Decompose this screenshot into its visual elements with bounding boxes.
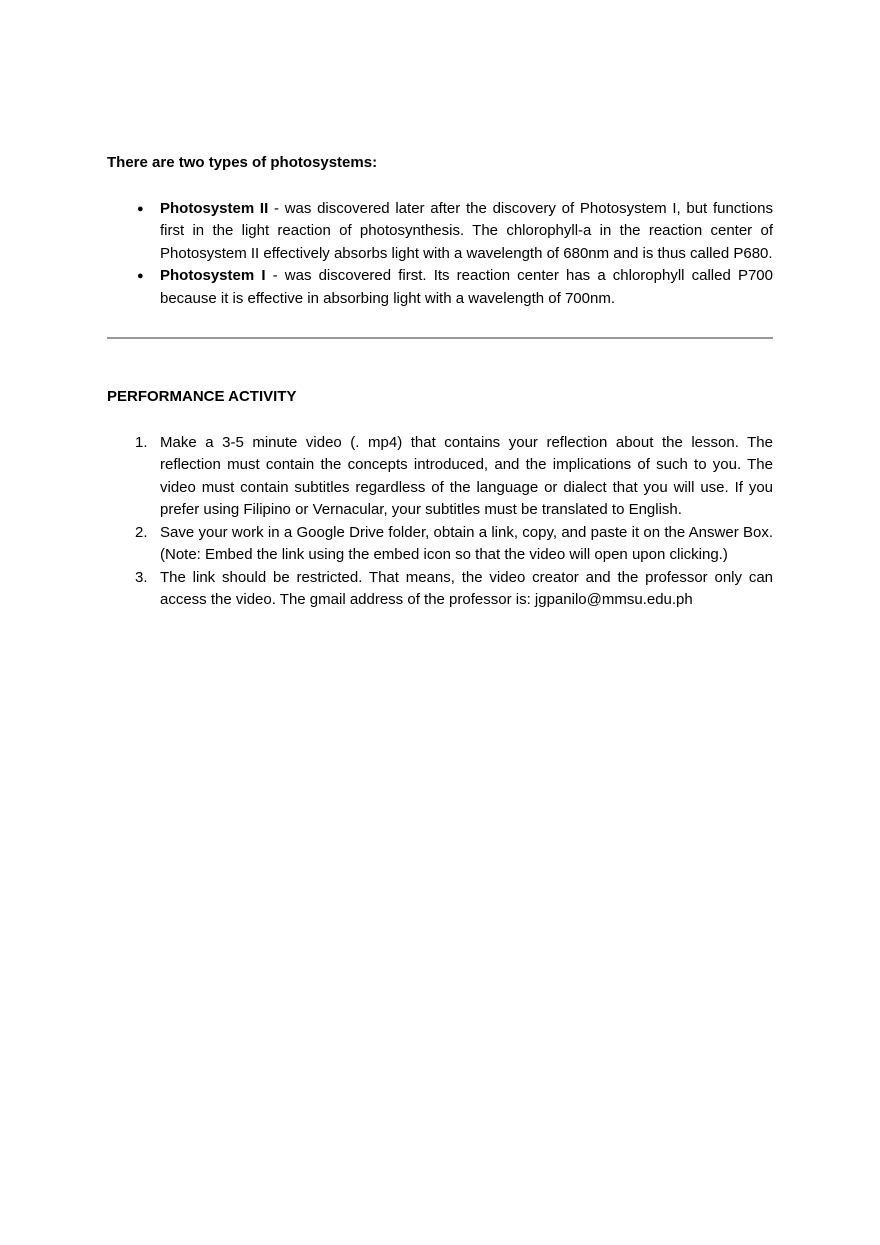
- section-performance-activity: [107, 386, 773, 612]
- bullet-term: Photosystem I: [160, 267, 266, 284]
- photosystems-heading: There are two types of photosystems:: [107, 154, 378, 171]
- performance-activity-heading: PERFORMANCE ACTIVITY: [107, 388, 297, 405]
- bullet-body: - was discovered first. Its reaction center has a chlorophyll called P700 because it is effective in absorbing light with a wavelength of 700nm.: [160, 267, 773, 307]
- section-photosystems: [107, 152, 773, 310]
- list-item-text: The link should be restricted. That means, the video creator and the professor only can access the video. The gmail address of the professor is: jgpanilo@mmsu.edu.ph: [160, 568, 773, 608]
- list-number: 2.: [135, 523, 148, 541]
- bullet-term: Photosystem II: [160, 199, 269, 217]
- bullet-body: - was discovered later after the discovery of Photosystem I, but functions first in the light reaction of photosynthesis. The chlorophyll-a in the reaction center of Photosystem II effectively absorbs light with a wavelength of 680nm and is thus called P680.: [160, 199, 773, 262]
- bullet-text: [160, 265, 773, 310]
- list-item: [107, 265, 773, 310]
- photosystems-bullet-list: [107, 198, 773, 311]
- list-number: 1.: [135, 433, 148, 451]
- list-item-text: Make a 3-5 minute video (. mp4) that contains your reflection about the lesson. The reflection must contain the concepts introduced, and the implications of such to you. The video must contain subtitles regardless of the language or dialect that you will use. If you prefer using Filipino or Vernacular, your subtitles must be translated to English.: [160, 433, 773, 518]
- bullet-icon: ●: [137, 270, 144, 282]
- list-number: 3.: [135, 568, 148, 586]
- bullet-icon: ●: [137, 202, 144, 215]
- list-item: [107, 198, 773, 266]
- performance-numbered-list: [107, 432, 773, 612]
- bullet-text: [160, 198, 773, 266]
- horizontal-rule: [107, 337, 773, 339]
- list-item: [107, 432, 773, 522]
- list-item-text: Save your work in a Google Drive folder, obtain a link, copy, and paste it on the Answer Box. (Note: Embed the link using the embed icon so that the video will open upon clicking.): [160, 523, 773, 563]
- list-item: [107, 522, 773, 567]
- list-item: [107, 567, 773, 612]
